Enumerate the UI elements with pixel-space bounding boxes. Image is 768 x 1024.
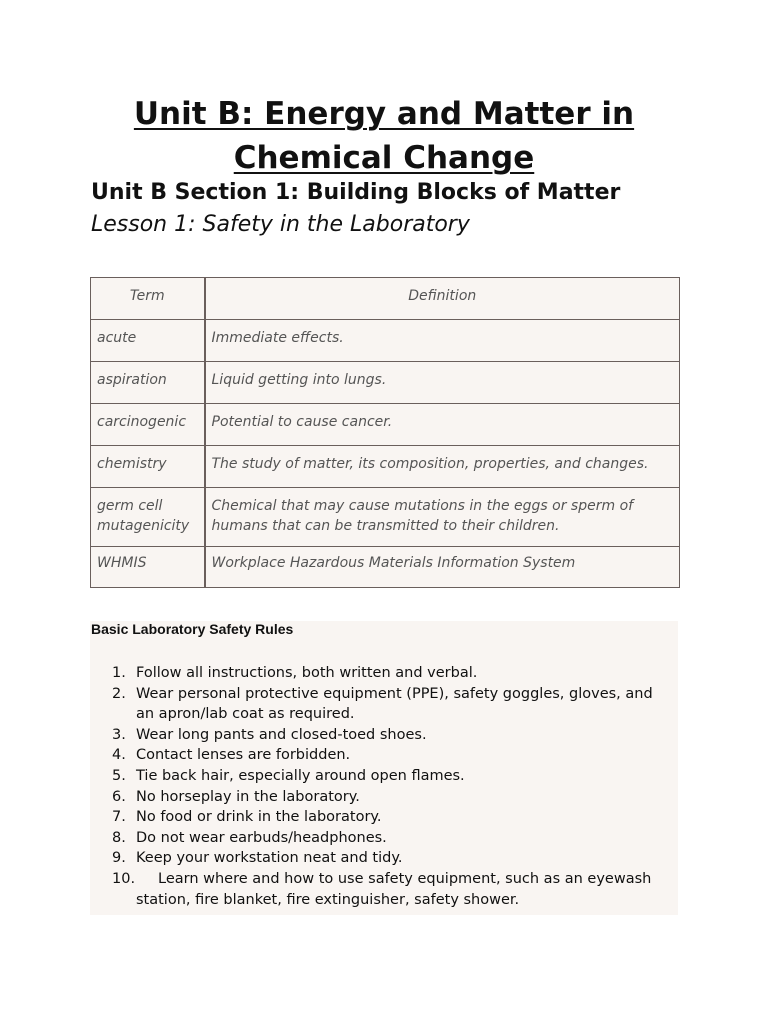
list-item-text: Keep your workstation neat and tidy. bbox=[136, 850, 403, 867]
list-item-text: No food or drink in the laboratory. bbox=[136, 809, 382, 826]
document-title bbox=[90, 92, 678, 180]
header-definition: Definition bbox=[205, 278, 680, 320]
list-item-number: 9. bbox=[112, 850, 126, 867]
list-item bbox=[90, 663, 678, 684]
list-item-number: 10. bbox=[112, 870, 136, 887]
list-item bbox=[90, 828, 678, 849]
list-item bbox=[90, 869, 678, 910]
definition-cell: Immediate effects. bbox=[205, 320, 680, 362]
list-item-number: 6. bbox=[112, 788, 126, 805]
definition-cell: Chemical that may cause mutations in the eggs or sperm of humans that can be transmitted to their children. bbox=[205, 488, 680, 547]
term-cell: acute bbox=[91, 320, 205, 362]
list-item-text: Tie back hair, especially around open flames. bbox=[136, 767, 465, 784]
list-item-text: Wear long pants and closed-toed shoes. bbox=[136, 726, 427, 743]
table-row bbox=[91, 547, 680, 588]
table-row bbox=[91, 404, 680, 446]
term-cell: germ cell mutagenicity bbox=[91, 488, 205, 547]
list-item-text: Learn where and how to use safety equipment, such as an eyewash station, fire blanket, fire extinguisher, safety shower. bbox=[136, 870, 652, 908]
list-item-number: 7. bbox=[112, 809, 126, 826]
list-item-text: Contact lenses are forbidden. bbox=[136, 747, 351, 764]
term-cell: chemistry bbox=[91, 446, 205, 488]
lesson-heading: Lesson 1: Safety in the Laboratory bbox=[91, 212, 470, 237]
list-item bbox=[90, 848, 678, 869]
list-item-text: Do not wear earbuds/headphones. bbox=[136, 829, 387, 846]
table-row bbox=[91, 362, 680, 404]
list-item-text: Follow all instructions, both written and verbal. bbox=[136, 665, 478, 681]
glossary-table bbox=[90, 277, 680, 588]
list-item-number: 1. bbox=[112, 665, 126, 681]
table-header-row bbox=[91, 278, 680, 320]
definition-cell: Workplace Hazardous Materials Information System bbox=[205, 547, 680, 588]
list-item bbox=[90, 787, 678, 808]
term-cell: carcinogenic bbox=[91, 404, 205, 446]
definition-cell: The study of matter, its composition, properties, and changes. bbox=[205, 446, 680, 488]
list-item bbox=[90, 766, 678, 787]
list-item bbox=[90, 745, 678, 766]
definition-cell: Potential to cause cancer. bbox=[205, 404, 680, 446]
term-cell: aspiration bbox=[91, 362, 205, 404]
list-item bbox=[90, 725, 678, 746]
list-item-number: 8. bbox=[112, 829, 126, 846]
list-item-text: No horseplay in the laboratory. bbox=[136, 788, 360, 805]
definition-cell: Liquid getting into lungs. bbox=[205, 362, 680, 404]
list-item-text: Wear personal protective equipment (PPE), safety goggles, gloves, and an apron/lab coat as required. bbox=[136, 685, 653, 723]
list-item bbox=[90, 684, 678, 725]
list-item bbox=[90, 807, 678, 828]
term-cell: WHMIS bbox=[91, 547, 205, 588]
safety-rules-heading-text: Basic Laboratory Safety Rules bbox=[91, 621, 294, 637]
table-row bbox=[91, 446, 680, 488]
document-title-line-1: Unit B: Energy and Matter in bbox=[133, 96, 635, 132]
document-title-line-2: Chemical Change bbox=[233, 140, 535, 176]
list-item-number: 2. bbox=[112, 685, 126, 702]
list-item-number: 4. bbox=[112, 747, 126, 764]
header-term: Term bbox=[91, 278, 205, 320]
list-item-number: 3. bbox=[112, 726, 126, 743]
table-row bbox=[91, 488, 680, 547]
safety-rules-list bbox=[90, 663, 678, 910]
table-row bbox=[91, 320, 680, 362]
section-heading: Unit B Section 1: Building Blocks of Matter bbox=[91, 180, 621, 205]
list-item-number: 5. bbox=[112, 767, 126, 784]
safety-rules-heading bbox=[90, 621, 678, 663]
